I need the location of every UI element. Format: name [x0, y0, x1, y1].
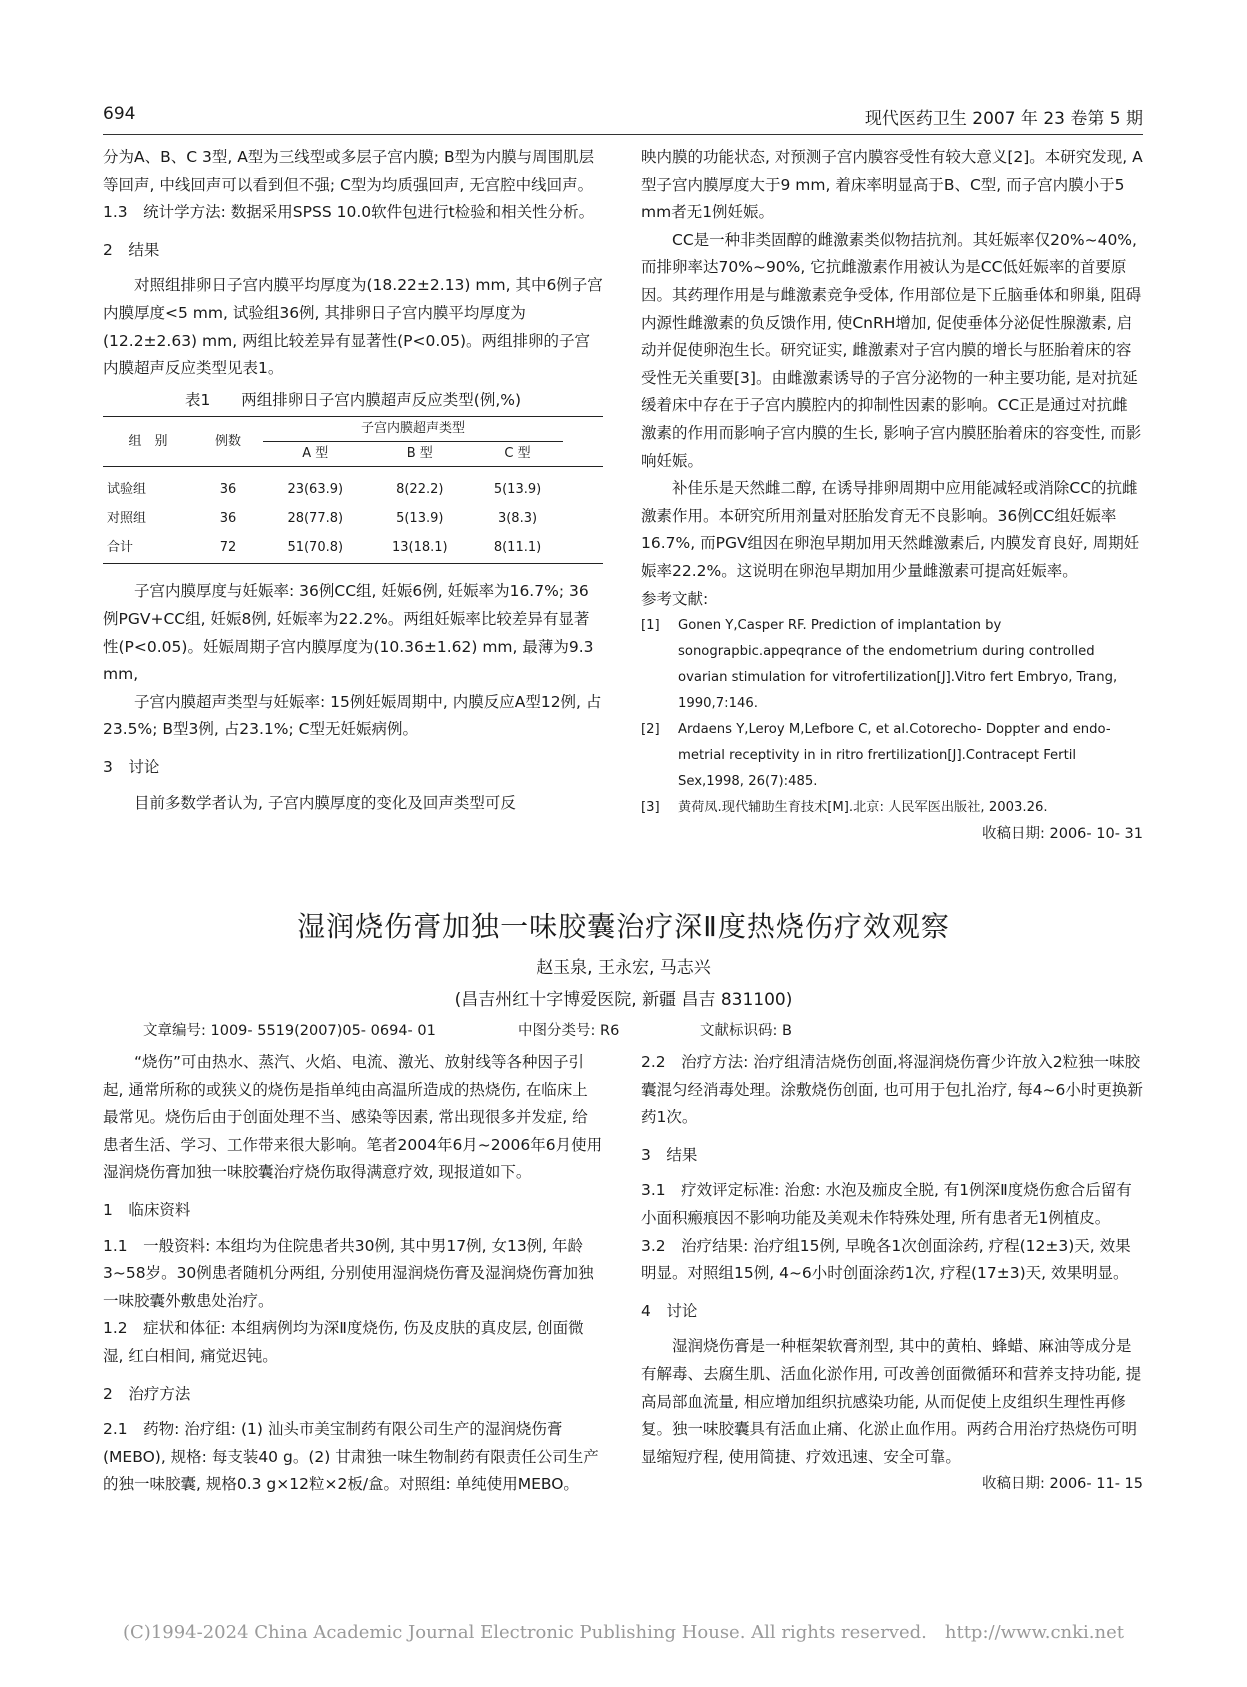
table-cell: 5(13.9)	[493, 482, 542, 498]
document-code: 文献标识码: B	[700, 1023, 792, 1039]
article-title: 湿润烧伤膏加独一味胶囊治疗深Ⅱ度热烧伤疗效观察	[297, 910, 950, 943]
paragraph: 1.3 统计学方法: 数据采用SPSS 10.0软件包进行t检验和相关性分析。	[103, 203, 595, 222]
table-cell: 试验组	[107, 482, 147, 498]
paragraph: 目前多数学者认为, 子宫内膜厚度的变化及回声类型可反	[134, 793, 516, 812]
received-date: 收稿日期: 2006- 11- 15	[982, 1476, 1143, 1493]
copyright-footer: (C)1994-2024 China Academic Journal Electronic Publishing House. All rights reserved. http://www.cnki.net	[123, 1622, 1124, 1643]
article2-right-column	[641, 1049, 1143, 1499]
paragraph: “烧伤”可由热水、蒸汽、火焰、电流、激光、放射线等各种因子引起, 通常所称的或狭义的烧伤是指单纯由高温所造成的热烧伤, 在临床上最常见。烧伤后由于创面处理不当、感染等因素, 常出现很多并发症, 给患者生活、学习、工作带来很大影响。笔者2004年6月~2006年6月使用湿润烧伤膏加独一味胶囊治疗烧伤取得满意疗效, 现报道如下。	[103, 1053, 603, 1182]
paragraph: 子宫内膜厚度与妊娠率: 36例CC组, 妊娠6例, 妊娠率为16.7%; 36例PGV+CC组, 妊娠8例, 妊娠率为22.2%。两组妊娠率比较差异有显著性(P<0.05)。妊娠周期子宫内膜厚度为(10.36±1.62) mm, 最薄为9.3 mm,	[103, 582, 594, 684]
table-cell: 8(22.2)	[396, 482, 444, 498]
table-header-count: 例数	[214, 433, 241, 449]
journal-header: 现代医药卫生 2007 年 23 卷第 5 期	[864, 109, 1143, 129]
reference-number: [2]	[641, 722, 660, 738]
paragraph: 3.1 疗效评定标准: 治愈: 水泡及痂皮全脱, 有1例深Ⅱ度烧伤愈合后留有小面积瘢痕因不影响功能及美观未作特殊处理, 所有患者无1例植皮。	[641, 1181, 1132, 1227]
received-date: 收稿日期: 2006- 10- 31	[982, 826, 1143, 843]
section-heading: 3 结果	[641, 1145, 698, 1164]
article1-right-column	[641, 144, 1143, 849]
section-heading: 3 讨论	[103, 757, 160, 776]
article-authors: 赵玉泉, 王永宏, 马志兴	[536, 958, 711, 978]
paragraph: CC是一种非类固醇的雌激素类似物拮抗剂。其妊娠率仅20%~40%, 而排卵率达70%~90%, 它抗雌激素作用被认为是CC低妊娠率的首要原因。其药理作用是与雌激素竞争受体, 作用部位是下丘脑垂体和卵巢, 阻碍内源性雌激素的负反馈作用, 使CnRH增加, 促使垂体分泌促性腺激素, 启动并促使卵泡生长。研究证实, 雌激素对子宫内膜的增长与胚胎着床的容受性无关重要[3]。由雌激素诱导的子宫分泌物的一种主要功能, 是对抗延缓着床中存在于子宫内膜腔内的抑制性因素的影响。CC正是通过对抗雌激素的作用而影响子宫内膜的生长, 影响子宫内膜胚胎着床的容变性, 而影响妊娠。	[641, 230, 1142, 470]
table-row	[103, 531, 603, 564]
table-cell: 36	[219, 482, 237, 498]
table-title: 表1 两组排卵日子宫内膜超声反应类型(例,%)	[184, 390, 522, 409]
table-cell: 36	[219, 511, 237, 527]
paragraph: 1.1 一般资料: 本组均为住院患者共30例, 其中男17例, 女13例, 年龄3~58岁。30例患者随机分两组, 分别使用湿润烧伤膏及湿润烧伤膏加独一味胶囊外敷患处治疗。	[103, 1236, 594, 1310]
reference-list	[641, 613, 1143, 821]
table-cell: 23(63.9)	[287, 482, 344, 498]
article2-left-column	[103, 1049, 603, 1499]
table-cell: 5(13.9)	[396, 511, 444, 527]
table-cell: 28(77.8)	[287, 511, 344, 527]
section-heading: 4 讨论	[641, 1301, 698, 1320]
reference-text: 黄荷凤.现代辅助生育技术[M].北京: 人民军医出版社, 2003.26.	[678, 800, 1048, 816]
reference-item	[641, 795, 1143, 821]
article1-left-column	[103, 144, 603, 817]
table-header-super: 子宫内膜超声类型	[263, 417, 563, 442]
table-header-a: A 型	[302, 446, 329, 462]
table-cell: 3(8.3)	[497, 511, 538, 527]
paragraph: 2.1 药物: 治疗组: (1) 汕头市美宝制药有限公司生产的湿润烧伤膏(MEBO), 规格: 每支装40 g。(2) 甘肃独一味生物制药有限责任公司生产的独一味胶囊, 规格0.3 g×12粒×2板/盒。对照组: 单纯使用MEBO。	[103, 1420, 599, 1494]
section-heading: 2 治疗方法	[103, 1384, 191, 1403]
table-cell: 51(70.8)	[287, 540, 344, 556]
table-cell: 对照组	[107, 511, 147, 527]
table-row	[103, 467, 603, 503]
reference-text: Gonen Y,Casper RF. Prediction of implantation by sonograpbic.appeqrance of the endometrium during controlled ovarian stimulation for vitrofertilization[J].Vitro fert Embryo, Trang, 1990,7:146.	[678, 618, 1118, 712]
table-row	[103, 502, 603, 531]
paragraph: 1.2 症状和体征: 本组病例均为深Ⅱ度烧伤, 伤及皮肤的真皮层, 创面微湿, 红白相间, 痛觉迟钝。	[103, 1319, 584, 1365]
reference-number: [1]	[641, 618, 660, 634]
references-title: 参考文献:	[641, 589, 709, 608]
table-header-c: C 型	[504, 446, 531, 462]
clc-number: 中图分类号: R6	[518, 1023, 620, 1039]
table-cell: 8(11.1)	[493, 540, 542, 556]
table-header-group: 组 别	[128, 433, 168, 449]
paragraph: 2.2 治疗方法: 治疗组清洁烧伤创面,将湿润烧伤膏少许放入2粒独一味胶囊混匀经消毒处理。涂敷烧伤创面, 也可用于包扎治疗, 每4~6小时更换新药1次。	[641, 1053, 1143, 1127]
table-header-b: B 型	[406, 446, 433, 462]
paragraph: 映内膜的功能状态, 对预测子宫内膜容受性有较大意义[2]。本研究发现, A型子宫内膜厚度大于9 mm, 着床率明显高于B、C型, 而子宫内膜小于5 mm者无1例妊娠。	[641, 148, 1143, 222]
table-cell: 合计	[107, 540, 134, 556]
header-rule	[103, 134, 1143, 135]
section-heading: 1 临床资料	[103, 1200, 191, 1219]
paragraph: 对照组排卵日子宫内膜平均厚度为(18.22±2.13) mm, 其中6例子宫内膜厚度<5 mm, 试验组36例, 其排卵日子宫内膜平均厚度为(12.2±2.63) mm, 两组比较差异有显著性(P<0.05)。两组排卵的子宫内膜超声反应类型见表1。	[103, 276, 603, 378]
reference-text: Ardaens Y,Leroy M,Lefbore C, et al.Cotorecho- Doppter and endo- metrial receptivity in in ritro frertilization[J].Contracept Fertil Sex,1998, 26(7):485.	[678, 722, 1111, 790]
article-affiliation: (昌吉州红十字博爱医院, 新疆 昌吉 831100)	[454, 990, 793, 1010]
reference-number: [3]	[641, 800, 660, 816]
section-heading: 2 结果	[103, 240, 160, 259]
paragraph: 湿润烧伤膏是一种框架软膏剂型, 其中的黄柏、蜂蜡、麻油等成分是有解毒、去腐生肌、活血化淤作用, 可改善创面微循环和营养支持功能, 提高局部血流量, 相应增加组织抗感染功能, 从而促使上皮组织生理性再修复。独一味胶囊具有活血止痛、化淤止血作用。两药合用治疗热烧伤可明显缩短疗程, 使用简捷、疗效迅速、安全可靠。	[641, 1337, 1142, 1466]
paragraph: 子宫内膜超声类型与妊娠率: 15例妊娠周期中, 内膜反应A型12例, 占23.5%; B型3例, 占23.1%; C型无妊娠病例。	[103, 692, 602, 739]
paragraph: 3.2 治疗结果: 治疗组15例, 早晚各1次创面涂药, 疗程(12±3)天, 效果明显。对照组15例, 4~6小时创面涂药1次, 疗程(17±3)天, 效果明显。	[641, 1236, 1131, 1283]
paragraph: 分为A、B、C 3型, A型为三线型或多层子宫内膜; B型为内膜与周围肌层等回声, 中线回声可以看到但不强; C型为均质强回声, 无宫腔中线回声。	[103, 148, 595, 194]
table-cell: 13(18.1)	[391, 540, 448, 556]
table-cell: 72	[219, 540, 237, 556]
reference-item	[641, 717, 1143, 795]
paragraph: 补佳乐是天然雌二醇, 在诱导排卵周期中应用能减轻或消除CC的抗雌激素作用。本研究所用剂量对胚胎发育无不良影响。36例CC组妊娠率16.7%, 而PGV组因在卵泡早期加用天然雌激素后, 内膜发育良好, 周期妊娠率22.2%。这说明在卵泡早期加用少量雌激素可提高妊娠率。	[641, 479, 1140, 580]
table-1	[103, 416, 603, 564]
article-number: 文章编号: 1009- 5519(2007)05- 0694- 01	[143, 1023, 436, 1039]
page-number: 694	[103, 104, 136, 124]
reference-item	[641, 613, 1143, 717]
